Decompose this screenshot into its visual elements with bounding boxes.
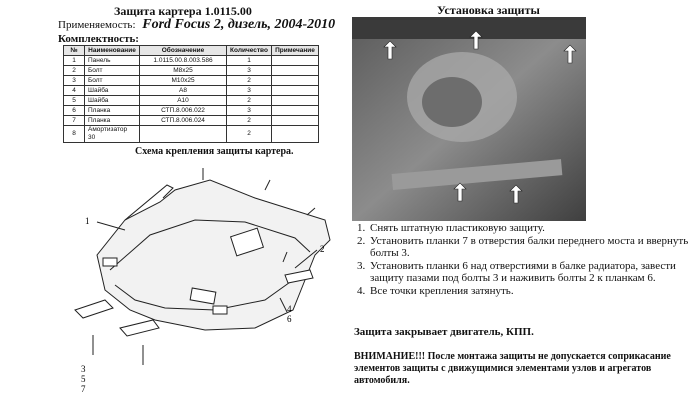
table-cell: 1: [64, 56, 85, 66]
parts-table-body: [64, 56, 319, 143]
table-cell: А10: [140, 96, 227, 106]
table-cell: [272, 126, 319, 143]
table-cell: 3: [227, 86, 272, 96]
table-cell: [272, 96, 319, 106]
col-name: Наименование: [85, 46, 140, 56]
install-photo: [352, 17, 586, 221]
table-cell: 3: [227, 106, 272, 116]
col-quantity: Количество: [227, 46, 272, 56]
table-row: [64, 116, 319, 126]
applicability-label: Применяемость:: [58, 19, 136, 31]
bolt-top-3: [307, 208, 315, 215]
table-cell: 2: [64, 66, 85, 76]
callout-3: 3: [81, 364, 86, 374]
car-model: Ford Focus 2, дизель, 2004-2010: [142, 17, 336, 32]
bolt-top-2: [265, 180, 270, 190]
step-3: 3. Установить планки 6 над отверстиями в балке радиатора, завести защиту пазами под болты 3 и наживить болты 2 к планкам 6.: [368, 260, 690, 285]
table-cell: 5: [64, 96, 85, 106]
slot-right: [213, 306, 227, 314]
table-cell: Планка: [85, 116, 140, 126]
step-4: 4. Все точки крепления затянуть.: [368, 285, 690, 298]
callout-1: 1: [85, 216, 90, 226]
table-cell: 2: [227, 76, 272, 86]
col-designation: Обозначение: [140, 46, 227, 56]
callout-5: 5: [81, 374, 86, 384]
table-cell: [140, 126, 227, 143]
table-row: [64, 76, 319, 86]
table-cell: 6: [64, 106, 85, 116]
warning-text: ВНИМАНИЕ!!! После монтажа защиты не допускается соприкасание элементов защиты с движущимися элементами узлов и агрегатов автомобиля.: [354, 351, 671, 386]
photo-title: Установка защиты: [437, 3, 540, 17]
table-cell: [272, 116, 319, 126]
table-cell: СТП.8.006.022: [140, 106, 227, 116]
table-cell: 2: [227, 116, 272, 126]
callout-6: 6: [287, 314, 292, 324]
table-cell: [272, 106, 319, 116]
parts-table: [63, 45, 319, 143]
bracket-7b: [120, 320, 159, 336]
table-cell: [272, 56, 319, 66]
table-cell: 2: [227, 96, 272, 106]
table-row: [64, 66, 319, 76]
parts-table-header: [64, 46, 319, 56]
slot-left: [103, 258, 117, 266]
table-cell: Шайба: [85, 86, 140, 96]
table-cell: СТП.8.006.024: [140, 116, 227, 126]
kit-label: Комплектность:: [58, 33, 139, 45]
mounting-diagram: [55, 160, 340, 405]
doc-title: Защита картера 1.0115.00: [114, 4, 252, 18]
table-cell: А8: [140, 86, 227, 96]
install-steps: [352, 222, 690, 297]
table-cell: М10х25: [140, 76, 227, 86]
table-cell: 7: [64, 116, 85, 126]
table-cell: 2: [227, 126, 272, 143]
table-cell: [272, 76, 319, 86]
table-row: [64, 56, 319, 66]
table-cell: 3: [64, 76, 85, 86]
schema-caption: Схема крепления защиты картера.: [135, 146, 294, 157]
table-row: [64, 96, 319, 106]
table-cell: [272, 86, 319, 96]
table-row: [64, 126, 319, 143]
bracket-7: [75, 300, 113, 318]
table-cell: М8х25: [140, 66, 227, 76]
table-cell: Планка: [85, 106, 140, 116]
col-note: Примечание: [272, 46, 319, 56]
protection-scope: Защита закрывает двигатель, КПП.: [354, 326, 534, 338]
table-cell: Амортизатор 30: [85, 126, 140, 143]
table-cell: 8: [64, 126, 85, 143]
table-row: [64, 86, 319, 96]
callout-4: 4: [287, 304, 292, 314]
table-cell: 4: [64, 86, 85, 96]
table-cell: Шайба: [85, 96, 140, 106]
table-cell: Панель: [85, 56, 140, 66]
step-2: 2. Установить планки 7 в отверстия балки переднего моста и ввернуть болты 3.: [368, 235, 690, 260]
table-cell: 3: [227, 66, 272, 76]
col-number: №: [64, 46, 85, 56]
callout-2: 2: [320, 244, 325, 254]
table-cell: Болт: [85, 66, 140, 76]
applicability-line: [58, 17, 335, 33]
table-cell: Болт: [85, 76, 140, 86]
callout-7: 7: [81, 384, 86, 394]
table-cell: 1.0115.00.8.003.586: [140, 56, 227, 66]
step-1: 1. Снять штатную пластиковую защиту.: [368, 222, 690, 235]
table-row: [64, 106, 319, 116]
table-cell: [272, 66, 319, 76]
table-cell: 1: [227, 56, 272, 66]
